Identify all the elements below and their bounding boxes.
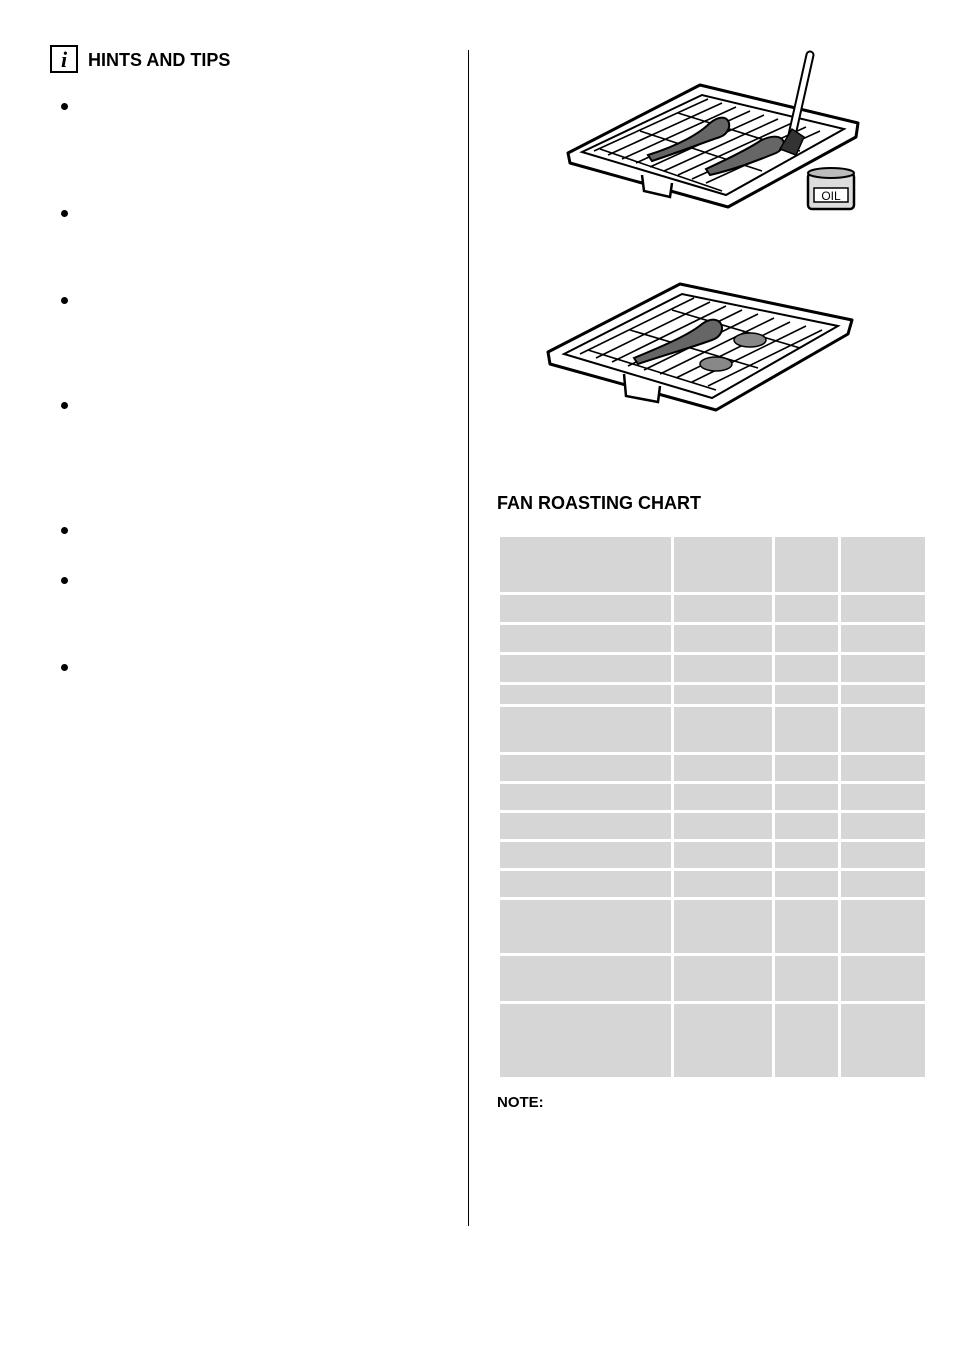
table-header-row — [500, 537, 925, 595]
table-cell — [775, 625, 841, 655]
table-cell — [841, 625, 925, 655]
note-label: NOTE: — [497, 1094, 544, 1111]
table-cell — [674, 900, 775, 956]
table-cell — [841, 685, 925, 707]
table-cell — [674, 842, 775, 871]
table-cell — [674, 595, 775, 625]
table-cell — [775, 956, 841, 1004]
table-cell — [500, 707, 674, 755]
table-cell — [500, 900, 674, 956]
info-icon: i — [50, 45, 78, 73]
bullet-point — [61, 402, 68, 409]
table-cell — [674, 784, 775, 813]
table-cell — [775, 784, 841, 813]
table-cell — [775, 1004, 841, 1077]
table-cell — [775, 900, 841, 956]
table-cell — [841, 956, 925, 1004]
table-row — [500, 956, 925, 1004]
table-cell — [775, 842, 841, 871]
table-row — [500, 784, 925, 813]
table-cell — [841, 784, 925, 813]
table-cell — [500, 655, 674, 685]
table-cell — [500, 537, 674, 595]
table-cell — [775, 755, 841, 784]
table-cell — [841, 595, 925, 625]
table-row — [500, 707, 925, 755]
table-cell — [500, 784, 674, 813]
table-cell — [841, 655, 925, 685]
table-row — [500, 595, 925, 625]
bullet-point — [61, 103, 68, 110]
table-cell — [775, 685, 841, 707]
table-row — [500, 871, 925, 900]
table-row — [500, 655, 925, 685]
bullet-point — [61, 577, 68, 584]
table-cell — [775, 707, 841, 755]
table-cell — [841, 900, 925, 956]
table-cell — [841, 755, 925, 784]
table-cell — [674, 755, 775, 784]
table-cell — [775, 813, 841, 842]
table-row — [500, 842, 925, 871]
bullet-point — [61, 297, 68, 304]
grill-pan-with-steak-illustration — [540, 278, 860, 423]
table-row — [500, 1004, 925, 1077]
table-cell — [841, 707, 925, 755]
table-cell — [674, 813, 775, 842]
table-cell — [674, 707, 775, 755]
table-cell — [674, 625, 775, 655]
column-divider — [468, 50, 469, 1226]
bullet-point — [61, 527, 68, 534]
table-row — [500, 685, 925, 707]
table-row — [500, 755, 925, 784]
bullet-point — [61, 664, 68, 671]
table-cell — [841, 871, 925, 900]
table-cell — [500, 625, 674, 655]
table-cell — [500, 755, 674, 784]
table-cell — [674, 956, 775, 1004]
table-cell — [674, 871, 775, 900]
hints-title: HINTS AND TIPS — [88, 50, 231, 70]
table-cell — [841, 842, 925, 871]
grill-pan-brushing-oil-illustration — [560, 45, 870, 220]
table-cell — [674, 537, 775, 595]
table-cell — [775, 655, 841, 685]
fan-roasting-table — [500, 537, 925, 1077]
table-cell — [500, 842, 674, 871]
bullet-point — [61, 210, 68, 217]
chart-title: FAN ROASTING CHART — [497, 493, 701, 513]
table-cell — [500, 871, 674, 900]
table-cell — [841, 1004, 925, 1077]
table-cell — [775, 537, 841, 595]
table-cell — [775, 595, 841, 625]
table-cell — [500, 595, 674, 625]
table-cell — [500, 956, 674, 1004]
table-row — [500, 900, 925, 956]
table-cell — [674, 655, 775, 685]
table-cell — [674, 685, 775, 707]
table-cell — [841, 537, 925, 595]
table-cell — [500, 685, 674, 707]
table-cell — [841, 813, 925, 842]
oil-label: OIL — [821, 189, 841, 203]
table-row — [500, 813, 925, 842]
table-cell — [500, 813, 674, 842]
table-cell — [500, 1004, 674, 1077]
table-row — [500, 625, 925, 655]
table-cell — [674, 1004, 775, 1077]
table-cell — [775, 871, 841, 900]
